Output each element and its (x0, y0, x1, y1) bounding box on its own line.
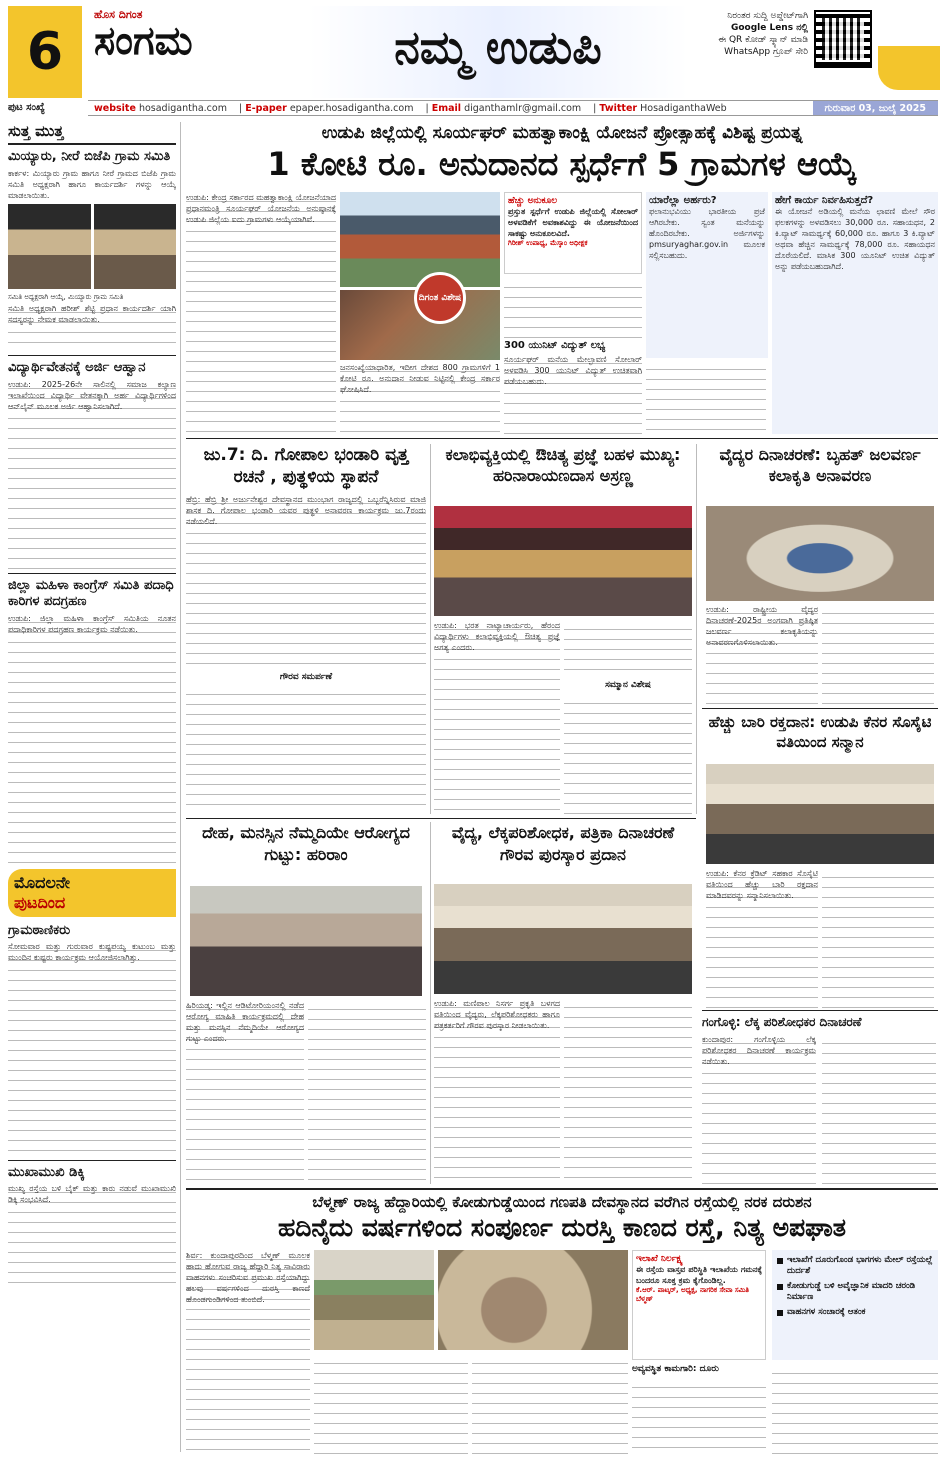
section-rule (186, 1188, 938, 1190)
story-body: ಮುಖ್ಯ ರಸ್ತೆಯ ಬಳಿ ಬೈಕ್ ಮತ್ತು ಕಾರು ನಡುವೆ ಮುಖಾಮುಖಿ ಡಿಕ್ಕಿ ಸಂಭವಿಸಿದೆ. (8, 1183, 176, 1283)
solar-house-photo (340, 192, 500, 287)
story-awards (434, 822, 692, 1184)
email-item[interactable]: | Email diganthamlr@gmail.com (425, 103, 582, 114)
story-body: ಉಡುಪಿ: ಮಣಿಪಾಲ ನಿಸರ್ಗ ಪ್ರಕೃತಿ ಬಳಗದ ವತಿಯಿಂದ ವೈದ್ಯರು, ಲೆಕ್ಕಪರಿಶೋಧಕರು ಹಾಗೂ ಪತ್ರಕರ್ತರಿಗೆ ಗೌರವ ಪುರಸ್ಕಾರ ನೀಡಲಾಯಿತು. (434, 998, 560, 1184)
lead-body (646, 360, 766, 434)
story-headline: ಕಲಾಭಿವ್ಯಕ್ತಿಯಲ್ಲಿ ಔಚಿತ್ಯ ಪ್ರಜ್ಞೆ ಬಹಳ ಮುಖ್ಯ: ಹರಿನಾರಾಯಣದಾಸ ಅಸ್ರಣ್ಣ (445, 445, 681, 485)
corner-badge (878, 46, 940, 90)
road-photo (314, 1250, 434, 1350)
story-body: ಉಡುಪಿ: ಜಿಲ್ಲಾ ಮಹಿಳಾ ಕಾಂಗ್ರೆಸ್ ಸಮಿತಿಯ ನೂತನ ಪದಾಧಿಕಾರಿಗಳ ಪದಗ್ರಹಣ ಕಾರ್ಯಕ್ರಮ ನಡೆಯಿತು. (8, 613, 176, 863)
story-body: ಹಿರಿಯಡ್ಕ: ಇಲ್ಲಿನ ಆಡಿಟೋರಿಯಂನಲ್ಲಿ ನಡೆದ ಆರೋಗ್ಯ ಮಾಹಿತಿ ಕಾರ್ಯಕ್ರಮದಲ್ಲಿ ದೇಹ ಮತ್ತು ಮನಸ್ಸಿನ ನೆಮ್ಮದಿಯೇ ಆರೋಗ್ಯದ ಗುಟ್ಟು ಎಂದರು. (186, 1000, 304, 1184)
bottom-story (186, 1192, 938, 1454)
first-page-line2: ಪುಟದಿಂದ (14, 893, 66, 912)
photo-caption: ಸಮಿತಿ ಅಧ್ಯಕ್ಷರಾಗಿ ಆಯ್ಕೆ, ಮಿಯ್ಯಾರು ಗ್ರಾಮ ಸಮಿತಿ (8, 293, 124, 301)
bullet-item: ಇಲಾಖೆಗೆ ದೂರುಗೊಂಡ ಭಾಗಗಳು ಮೇಲ್‌ ರಸ್ತೆಯಲ್ಲೆ ದುರ್ದಶೆ (777, 1255, 933, 1277)
info-box (632, 1250, 766, 1360)
story-photo (8, 204, 176, 289)
story-body (564, 620, 692, 678)
lead-body: ಜನಸಂಖ್ಯೆಯಾಧಾರಿತ, ಇದೀಗ ದೇಶದ 800 ಗ್ರಾಮಗಳಿಗೆ 1 ಕೋಟಿ ರೂ. ಅನುದಾನ ನೀಡುವ ನಿಟ್ಟಿನಲ್ಲಿ ಕೇಂದ್ರ ಸರ್ಕಾರ ಘೋಷಿಸಿದೆ. (340, 362, 500, 434)
story-headline: ಗಂಗೊಳ್ಳಿ: ಲೆಕ್ಕ ಪರಿಶೋಧಕರ ದಿನಾಚರಣೆ (702, 1015, 862, 1029)
how-body: ಈ ಯೋಜನೆ ಅಡಿಯಲ್ಲಿ ಮನೆಯ ಛಾವಣಿ ಮೇಲೆ ಸೌರ ಫಲಕಗಳನ್ನು ಅಳವಡಿಸಲು 30,000 ರೂ. ಸಹಾಯಧನ, 2 ಕಿ.ವ್ಯಾಟ್ ಸಾಮರ್ಥ್ಯಕ್ಕೆ 60,000 ರೂ. ಹಾಗೂ 3 ಕಿ.ವ್ಯಾಟ್ ಅಥವಾ ಹೆಚ್ಚಿನ ಸಾಮರ್ಥ್ಯಕ್ಕೆ 78,000 ರೂ. ಸಹಾಯಧನ ದೊರೆಯಲಿದೆ. ಮಾಸಿಕ 300 ಯೂನಿಟ್ ಉಚಿತ ವಿದ್ಯುತ್ ಅನ್ನು ಪಡೆಯಬಹುದಾಗಿದೆ. (775, 207, 935, 271)
who-title: ಯಾರೆಲ್ಲಾ ಅರ್ಹರು? (649, 195, 717, 206)
left-column (8, 122, 176, 1452)
whatsapp-promo (698, 10, 808, 58)
awards-photo (434, 884, 692, 994)
info-bar (88, 100, 938, 116)
story-body (564, 694, 692, 814)
column-divider (180, 122, 181, 1452)
story-body: ಉಡುಪಿ: ರಾಷ್ಟ್ರೀಯ ವೈದ್ಯರ ದಿನಾಚರಣೆ-2025ರ ಅಂಗವಾಗಿ ಪ್ರತಿಷ್ಠಿತ ಜಲವರ್ಣ ಕಲಾಕೃತಿಯನ್ನು ಅನಾವರಣಗೊಳಿಸಲಾಯಿತು. (706, 604, 818, 704)
section-rule (186, 438, 938, 439)
box-title: ಇಲಾಖೆ ನಿರ್ಲಕ್ಷ್ಯ (636, 1254, 683, 1264)
subhead: ಅವ್ಯವಸ್ಥಿತ ಕಾಮಗಾರಿ: ದೂರು (632, 1364, 719, 1374)
lead-kicker: ಉಡುಪಿ ಜಿಲ್ಲೆಯಲ್ಲಿ ಸೂರ್ಯಘರ್ ಮಹತ್ವಾಕಾಂಕ್ಷಿ ಯೋಜನೆ ಪ್ರೋತ್ಸಾಹಕ್ಕೆ ವಿಶಿಷ್ಟ ಪ್ರಯತ್ನ (321, 123, 803, 143)
story-headline: ಮಿಯ್ಯಾರು, ನೀರೆ ಬಿಜೆಪಿ ಗ್ರಾಮ ಸಮಿತಿ (8, 149, 171, 164)
bullet-item: ವಾಹನಗಳ ಸಂಚಾರಕ್ಕೆ ಆತಂಕ (777, 1307, 933, 1318)
bullets-box (772, 1250, 938, 1360)
how-box (772, 192, 938, 434)
bullet-item: ಕೋಡುಗುಡ್ಡೆ ಬಳಿ ಅವೈಜ್ಞಾನಿಕ ಮಾದರಿ ಚರಂಡಿ ನಿರ್ಮಾಣ (777, 1281, 933, 1303)
portrait-photo (94, 204, 177, 289)
story-headline: ವೈದ್ಯರ ದಿನಾಚರಣೆ: ಬೃಹತ್ ಜಲವರ್ಣ ಕಲಾಕೃತಿ ಅನಾವರಣ (719, 445, 921, 485)
lead-story (186, 122, 938, 434)
story-headline: ಮುಖಾಮುಖಿ ಡಿಕ್ಕಿ (8, 1160, 176, 1180)
info-box (504, 192, 642, 274)
brand-top: ಹೊಸ ದಿಗಂತ (94, 8, 143, 21)
story-body (772, 1364, 938, 1454)
blood-donor-photo (706, 764, 934, 864)
promo-line: Google Lens ನಲ್ಲಿ (730, 23, 808, 33)
story-body (822, 1034, 936, 1184)
first-page-line1: ಮೊದಲನೇ (14, 873, 70, 892)
promo-line: ನಿರಂತರ ಸುದ್ದಿ ಅಪ್ಡೇಟ್‌ಗಾಗಿ (727, 11, 808, 21)
story-body: ಉಡುಪಿ: ಕೆನರ ಕ್ರೆಡಿಟ್ ಸಹಕಾರ ಸೊಸೈಟಿ ವತಿಯಿಂದ ಹೆಚ್ಚು ಬಾರಿ ರಕ್ತದಾನ ಮಾಡಿದವರನ್ನು ಸನ್ಮಾನಿಸಲಾಯಿತು. (706, 868, 818, 1008)
story-headline: ದೇಹ, ಮನಸ್ಸಿನ ನೆಮ್ಮದಿಯೇ ಆರೋಗ್ಯದ ಗುಟ್ಟು: ಹರಿರಾಂ (202, 823, 410, 864)
subhead: ಸಮ್ಮಾನ ವಿಶೇಷ (605, 680, 651, 690)
story-gangolli (702, 1010, 938, 1184)
story-headline: ವೈದ್ಯ, ಲೆಕ್ಕಪರಿಶೋಧಕ, ಪತ್ರಿಕಾ ದಿನಾಚರಣೆ ಗೌರವ ಪುರಸ್ಕಾರ ಪ್ರದಾನ (451, 823, 675, 864)
edition-title: ನಮ್ಮ ಉಡುಪಿ (394, 20, 602, 74)
bottom-kicker: ಬೆಳ್ಮಣ್ ರಾಜ್ಯ ಹೆದ್ದಾರಿಯಲ್ಲಿ ಕೋಡುಗುಡ್ಡೆಯಿಂದ ಗಣಪತಿ ದೇವಸ್ಥಾನದ ವರೆಗಿನ ರಸ್ತೆಯಲ್ಲಿ ನರಕ ದರುಶನ (312, 1193, 812, 1211)
lead-body (504, 278, 642, 338)
page-section-label: ಪುಟ ಸಂಖ್ಯೆ (8, 102, 45, 113)
section-rule (702, 1010, 938, 1011)
story-body: ಕುಂದಾಪುರ: ಗಂಗೊಳ್ಳಿಯ ಲೆಕ್ಕ ಪರಿಶೋಧಕರ ದಿನಾಚರಣೆ ಕಾರ್ಯಕ್ರಮ ನಡೆಯಿತು. (702, 1034, 816, 1184)
box-body: ಈ ರಸ್ತೆಯ ವಾಸ್ತವ ಪರಿಸ್ಥಿತಿ ಇಲಾಖೆಯ ಗಮನಕ್ಕೆ ಬಂದರೂ ಸೂಕ್ತ ಕ್ರಮ ಕೈಗೊಂಡಿಲ್ಲ. (636, 1265, 762, 1285)
story-body (472, 1354, 628, 1454)
story-doctors (702, 444, 938, 704)
issue-date: ಗುರುವಾರ 03, ಜುಲೈ 2025 (813, 101, 938, 115)
column-divider (430, 444, 431, 814)
first-page-banner (8, 869, 176, 917)
lead-body: ಸೂರ್ಯಘರ್ ಮನೆಯ ಮೇಲ್ಛಾವಣಿ ಸೋಲಾರ್ ಅಳವಡಿಸಿ 300 ಯುನಿಟ್ ವಿದ್ಯುತ್ ಉಚಿತವಾಗಿ ಪಡೆಯಬಹುದು. (504, 354, 642, 434)
story-art (434, 444, 692, 814)
portrait-photo (8, 204, 91, 289)
box-body: ಪ್ರಸ್ತುತ ಸ್ಪರ್ಧೆಗೆ ಉಡುಪಿ ಜಿಲ್ಲೆಯಲ್ಲಿ ಸೋಲಾರ್ ಅಳವಡಿಕೆಗೆ ಅವಕಾಶವಿದ್ದು ಈ ಯೋಜನೆಯಿಂದ ಸಾಕಷ್ಟು ಅನುಕೂಲವಿದೆ. (508, 207, 638, 238)
special-badge: ದಿಗಂತ ವಿಶೇಷ (414, 272, 466, 324)
story-body (564, 998, 692, 1184)
subhead: ಗೌರವ ಸಮರ್ಪಣೆ (279, 672, 333, 682)
story-body: ಸೋಮವಾರ ಮತ್ತು ಗುರುವಾರ ಕುಷ್ಟಪಯ್ಯ ಕುಟುಂಬ ಮತ್ತು ಮುಂದಿನ ಕುಷ್ಟರು ಕಾರ್ಯಕ್ರಮ ಆಯೋಜಿಸಲಾಗಿತ್ತು. (8, 941, 176, 1156)
lead-body: ಉಡುಪಿ: ಕೇಂದ್ರ ಸರ್ಕಾರದ ಮಹತ್ವಾಕಾಂಕ್ಷಿ ಯೋಜನೆಯಾದ ಪ್ರಧಾನಮಂತ್ರಿ ಸೂರ್ಯಘರ್ ಯೋಜನೆಯ ಅನುಷ್ಠಾನಕ್ಕೆ ಉಡುಪಿ ಜಿಲ್ಲೆಯ ಐದು ಗ್ರಾಮಗಳು ಆಯ್ಕೆಯಾಗಿವೆ. (186, 192, 336, 432)
column-divider (696, 444, 697, 814)
box-title: ಹೆಚ್ಚು ಅನುಕೂಲ (508, 196, 558, 206)
story-health (186, 822, 426, 1184)
event-photo (190, 886, 422, 996)
website-item[interactable]: website hosadigantha.com (94, 103, 227, 114)
story-headline: ವಿದ್ಯಾರ್ಥಿವೇತನಕ್ಕೆ ಅರ್ಜಿ ಆಹ್ವಾನ (8, 355, 176, 376)
twitter-item[interactable]: | Twitter HosadiganthaWeb (593, 103, 727, 114)
story-body (308, 1000, 426, 1184)
qr-code-icon[interactable] (814, 10, 872, 68)
section-rule (702, 708, 938, 709)
story-body: ಉಡುಪಿ: 2025-26ನೇ ಸಾಲಿನಲ್ಲಿ ಸಮಾಜ ಕಲ್ಯಾಣ ಇಲಾಖೆಯಿಂದ ವಿದ್ಯಾರ್ಥಿ ವೇತನಕ್ಕಾಗಿ ಅರ್ಹ ವಿದ್ಯಾರ್ಥಿಗಳಿಂದ ಆನ್‌ಲೈನ್ ಮೂಲಕ ಅರ್ಜಿ ಆಹ್ವಾನಿಸಲಾಗಿದೆ. (8, 379, 176, 569)
brand-block (88, 6, 298, 98)
who-box (646, 192, 768, 358)
watercolor-photo (706, 506, 934, 601)
who-body: ಫಲಾನುಭವಿಯು ಭಾರತೀಯ ಪ್ರಜೆ ಆಗಿರಬೇಕು. ಸ್ವಂತ ಮನೆಯನ್ನು ಹೊಂದಿರಬೇಕು. ಅರ್ಜಿಗಳನ್ನು pmsuryaghar.gov.in ಮೂಲಕ ಸಲ್ಲಿಸಬಹುದು. (649, 207, 765, 260)
sutta-title: ಸುತ್ತ ಮುತ್ತ (8, 122, 176, 145)
bottom-headline: ಹದಿನೈದು ವರ್ಷಗಳಿಂದ ಸಂಪೂರ್ಣ ದುರಸ್ತಿ ಕಾಣದ ರಸ್ತೆ, ನಿತ್ಯ ಅಪಘಾತ (277, 1213, 847, 1242)
masthead (8, 6, 938, 98)
lead-headline: 1 ಕೋಟಿ ರೂ. ಅನುದಾನದ ಸ್ಪರ್ಧೆಗೆ 5 ಗ್ರಾಮಗಳ ಆಯ್ಕೆ (267, 145, 857, 183)
story-body (186, 685, 426, 814)
story-headline: ಜಿಲ್ಲಾ ಮಹಿಳಾ ಕಾಂಗ್ರೆಸ್ ಸಮಿತಿ ಪದಾಧಿ ಕಾರಿಗಳ ಪದಗ್ರಹಣ (8, 573, 176, 610)
story-body (314, 1354, 468, 1454)
story-body (632, 1378, 766, 1454)
how-title: ಹೇಗೆ ಕಾರ್ಯ ನಿರ್ವಹಿಸುತ್ತದೆ? (775, 195, 874, 206)
story-bhandari (186, 444, 426, 814)
pothole-photo (438, 1250, 628, 1350)
subhead: 300 ಯುನಿಟ್ ವಿದ್ಯುತ್ ಲಭ್ಯ (504, 340, 606, 351)
story-body: ಸಮಿತಿ ಅಧ್ಯಕ್ಷರಾಗಿ ಹರೀಶ್ ಶೆಟ್ಟಿ ಪ್ರಧಾನ ಕಾರ್ಯದರ್ಶಿ ಯಾಗಿ ಸದಸ್ಯರನ್ನು ನೇಮಕ ಮಾಡಲಾಯಿತು. (8, 303, 176, 351)
story-body: ಶಿರ್ವ: ಕುಂದಾಪುರದಿಂದ ಬೆಳ್ಮಣ್ ಮೂಲಕ ಹಾದು ಹೋಗುವ ರಾಜ್ಯ ಹೆದ್ದಾರಿ ನಿತ್ಯ ಸಾವಿರಾರು ವಾಹನಗಳು ಸಂಚರಿಸುವ ಪ್ರಮುಖ ರಸ್ತೆಯಾಗಿದ್ದು ಹಲವು ವರ್ಷಗಳಿಂದ ದುರಸ್ತಿ ಕಾಣದೆ ಹೊಂಡಗುಂಡಿಗಳಿಂದ ತುಂಬಿದೆ. (186, 1250, 310, 1454)
section-rule (186, 818, 696, 819)
story-body: ಉಡುಪಿ: ಭರತ ನಾಟ್ಯಾಚಾರ್ಯರು, ಹೆರಂದ ವಿದ್ಯಾರ್ಥಿಗಳು ಕಲಾಭಿವ್ಯಕ್ತಿಯಲ್ಲಿ ಔಚಿತ್ಯ ಪ್ರಜ್ಞೆ ಅಗತ್ಯ ಎಂದರು. (434, 620, 560, 814)
epaper-item[interactable]: | E-paper epaper.hosadigantha.com (238, 103, 414, 114)
column-divider (430, 822, 431, 1184)
story-body: ಕಾರ್ಕಳ: ಮಿಯ್ಯಾರು ಗ್ರಾಮ ಹಾಗೂ ನೀರೆ ಗ್ರಾಮದ ಬಿಜೆಪಿ ಗ್ರಾಮ ಸಮಿತಿ ಅಧ್ಯಕ್ಷರಾಗಿ ಹಾಗೂ ಕಾರ್ಯದರ್ಶಿ ಗಳನ್ನು ಆಯ್ಕೆ ಮಾಡಲಾಯಿತು. (8, 169, 176, 200)
stage-photo (434, 506, 692, 616)
page-number: 6 (8, 6, 82, 98)
promo-line: ಈ QR ಕೋಡ್ ಸ್ಕ್ಯಾನ್ ಮಾಡಿ (718, 35, 808, 45)
box-byline: ಗಿರೀಶ್ ಉಪಾಧ್ಯ, ಮೆಸ್ಕಾಂ ಅಧೀಕ್ಷಕ (508, 239, 588, 247)
story-body (822, 604, 934, 704)
story-body: ಹೆಬ್ರಿ: ಹೆಬ್ರಿ ಶ್ರೀ ಅರ್ಜುನೇಶ್ವರ ದೇವಸ್ಥಾನದ ಮುಂಭಾಗ ರಾಜ್ಯದಲ್ಲಿ ಒಬ್ಬರೆನ್ನಿಸಿರುವ ಮಾಜಿ ಶಾಸಕ ದಿ. ಗೋಪಾಲ ಭಂಡಾರಿ ಯವರ ಪುತ್ಥಳಿ ಅನಾವರಣ ಕಾರ್ಯಕ್ರಮ ಜು.7ರಂದು ನಡೆಯಲಿದೆ. (186, 494, 426, 669)
story-headline: ಜು.7: ದಿ. ಗೋಪಾಲ ಭಂಡಾರಿ ವೃತ್ತ ರಚನೆ , ಪುತ್ಥಳಿಯ ಸ್ಥಾಪನೆ (203, 445, 409, 487)
box-byline: ಕೆ.ಆರ್. ಪಾಟ್ಕರ್, ಅಧ್ಯಕ್ಷ, ನಾಗರಿಕ ಸೇವಾ ಸಮಿತಿ ಬೆಳ್ಮಣ್ (636, 1286, 749, 1303)
promo-line: WhatsApp ಗ್ರೂಪ್ ಸೇರಿ (724, 47, 808, 57)
brand-title: ಸಂಗಮ (94, 18, 193, 64)
story-headline: ಗ್ರಾಮಠಾಣಿಕರು (8, 923, 71, 938)
story-body (822, 868, 934, 1008)
story-blood (702, 708, 938, 1008)
story-headline: ಹೆಚ್ಚು ಬಾರಿ ರಕ್ತದಾನ: ಉಡುಪಿ ಕೆನರ ಸೊಸೈಟಿ ವತಿಯಿಂದ ಸನ್ಮಾನ (708, 713, 932, 751)
